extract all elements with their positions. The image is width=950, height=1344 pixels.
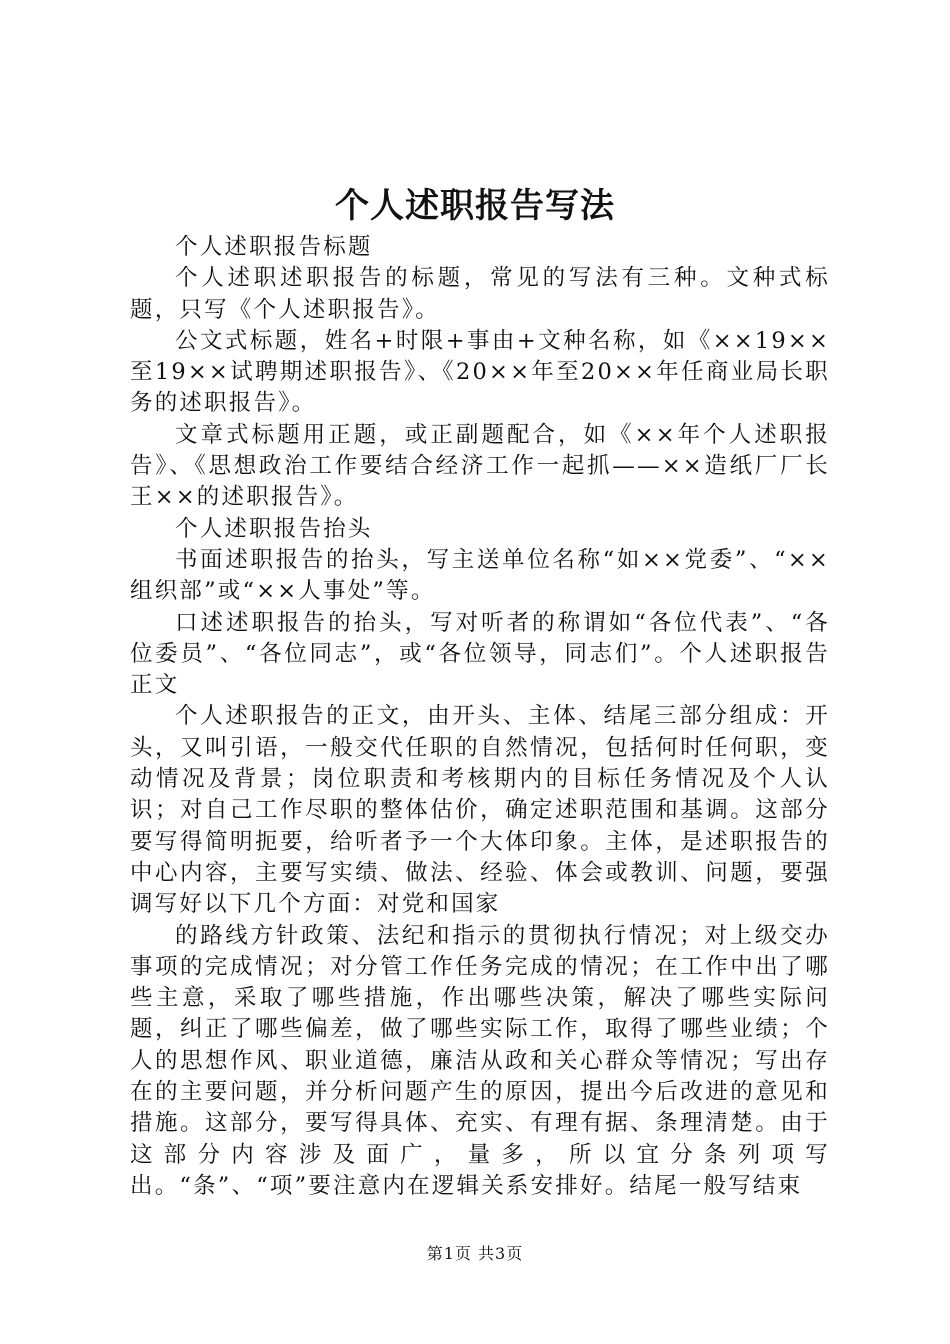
paragraph: 书面述职报告的抬头，写主送单位名称“如××党委”、“××组织部”或“××人事处”等。 (130, 546, 830, 605)
heading-header-section: 个人述职报告抬头 (175, 515, 373, 542)
paragraph: 个人述职报告的正文，由开头、主体、结尾三部分组成：开头，又叫引语，一般交代任职的自然情况，包括何时任何职，变动情况及背景；岗位职责和考核期内的目标任务情况及个人认识；对自己工作尽职的整体估价，确定述职范围和基调。这部分要写得简明扼要，给听者予一个大体印象。主体，是述职报告的中心内容，主要写实绩、做法、经验、体会或教训、问题，要强调写好以下几个方面：对党和国家 (130, 703, 830, 918)
page-footer: 第1页 共3页 (426, 1244, 524, 1263)
paragraph: 口述述职报告的抬头，写对听者的称谓如“各位代表”、“各位委员”、“各位同志”，或“各位领导，同志们”。个人述职报告正文 (130, 609, 830, 699)
document-body (130, 232, 830, 1202)
paragraph: 公文式标题，姓名+时限+事由+文种名称，如《××19××至19××试聘期述职报告》、《20××年至20××年任商业局长职务的述职报告》。 (130, 327, 830, 417)
paragraph: 文章式标题用正题，或正副题配合，如《××年个人述职报告》、《思想政治工作要结合经济工作一起抓——××造纸厂厂长王××的述职报告》。 (130, 421, 830, 511)
paragraph: 个人述职述职报告的标题，常见的写法有三种。文种式标题，只写《个人述职报告》。 (130, 265, 830, 323)
document-title: 个人述职报告写法 (335, 186, 615, 226)
heading-title-section: 个人述职报告标题 (175, 234, 373, 260)
paragraph: 的路线方针政策、法纪和指示的贯彻执行情况；对上级交办事项的完成情况；对分管工作任务完成的情况；在工作中出了哪些主意，采取了哪些措施，作出哪些决策，解决了哪些实际问题，纠正了哪些偏差，做了哪些实际工作，取得了哪些业绩；个人的思想作风、职业道德，廉洁从政和关心群众等情况；写出存在的主要问题，并分析问题产生的原因，提出今后改进的意见和措施。这部分，要写得具体、充实、有理有据、条理清楚。由于这部分内容涉及面广，量多，所以宜分条列项写出。“条”、“项”要注意内在逻辑关系安排好。结尾一般写结束 (130, 922, 830, 1199)
